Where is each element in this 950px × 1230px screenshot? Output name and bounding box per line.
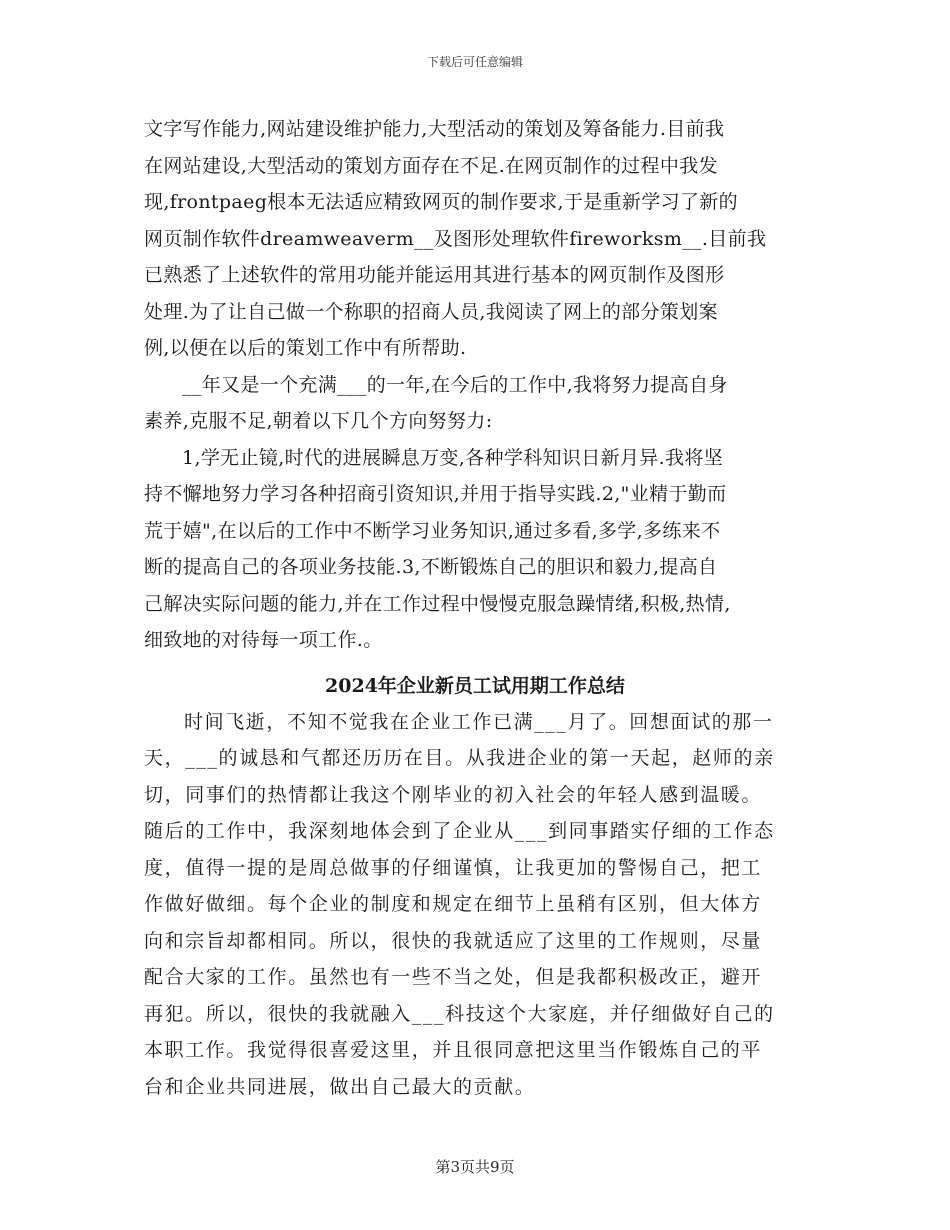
text-line: 配合大家的工作。虽然也有一些不当之处，但是我都积极改正，避开 (144, 966, 763, 988)
text-line: 台和企业共同进展，做出自己最大的贡献。 (144, 1076, 536, 1098)
text-line: 荒于嬉",在以后的工作中不断学习业务知识,通过多看,多学,多练来不 (144, 520, 721, 542)
text-line: 例,以便在以后的策划工作中有所帮助. (144, 337, 467, 359)
text-line: 处理.为了让自己做一个称职的招商人员,我阅读了网上的部分策划案 (144, 301, 718, 323)
text-line: 度，值得一提的是周总做事的仔细谨慎，让我更加的警惕自己，把工 (144, 857, 763, 879)
text-line: 再犯。所以，很快的我就融入___科技这个大家庭，并仔细做好自己的 (144, 1003, 775, 1025)
text-line: 素养,克服不足,朝着以下几个方向努努力: (144, 410, 493, 432)
text-line: __年又是一个充满___的一年,在今后的工作中,我将努力提高自身 (182, 374, 728, 396)
text-line: 本职工作。我觉得很喜爱这里，并且很同意把这里当作锻炼自己的平 (144, 1039, 763, 1061)
text-line: 断的提高自己的各项业务技能.3,不断锻炼自己的胆识和毅力,提高自 (144, 556, 718, 578)
page-header: 下载后可任意编辑 (426, 55, 523, 69)
page-footer: 第3页共9页 (435, 1158, 515, 1176)
text-line: 天，___的诚恳和气都还历历在目。从我进企业的第一天起，赵师的亲 (144, 747, 775, 769)
text-line: 细致地的对待每一项工作.。 (144, 629, 383, 651)
text-line: 随后的工作中，我深刻地体会到了企业从___到同事踏实仔细的工作态 (144, 820, 775, 842)
text-line: 在网站建设,大型活动的策划方面存在不足.在网页制作的过程中我发 (144, 155, 718, 177)
text-line: 现,frontpaeg根本无法适应精致网页的制作要求,于是重新学习了新的 (144, 191, 739, 213)
text-line: 作做好做细。每个企业的制度和规定在细节上虽稍有区别，但大体方 (144, 893, 763, 915)
text-line: 文字写作能力,网站建设维护能力,大型活动的策划及筹备能力.目前我 (144, 118, 725, 140)
text-line: 1,学无止镜,时代的进展瞬息万变,各种学科知识日新月异.我将坚 (182, 447, 724, 469)
section-title: 2024年企业新员工试用期工作总结 (325, 675, 625, 697)
text-line: 向和宗旨却都相同。所以，很快的我就适应了这里的工作规则，尽量 (144, 930, 763, 952)
text-line: 时间飞逝，不知不觉我在企业工作已满___月了。回想面试的那一 (184, 711, 774, 733)
text-line: 切，同事们的热情都让我这个刚毕业的初入社会的年轻人感到温暖。 (144, 784, 763, 806)
text-line: 网页制作软件dreamweaverm__及图形处理软件fireworksm__.目前我 (144, 228, 767, 250)
text-line: 持不懈地努力学习各种招商引资知识,并用于指导实践.2,"业精于勤而 (144, 483, 727, 505)
text-line: 己解决实际问题的能力,并在工作过程中慢慢克服急躁情绪,积极,热情, (144, 593, 731, 615)
text-line: 已熟悉了上述软件的常用功能并能运用其进行基本的网页制作及图形 (144, 264, 725, 286)
